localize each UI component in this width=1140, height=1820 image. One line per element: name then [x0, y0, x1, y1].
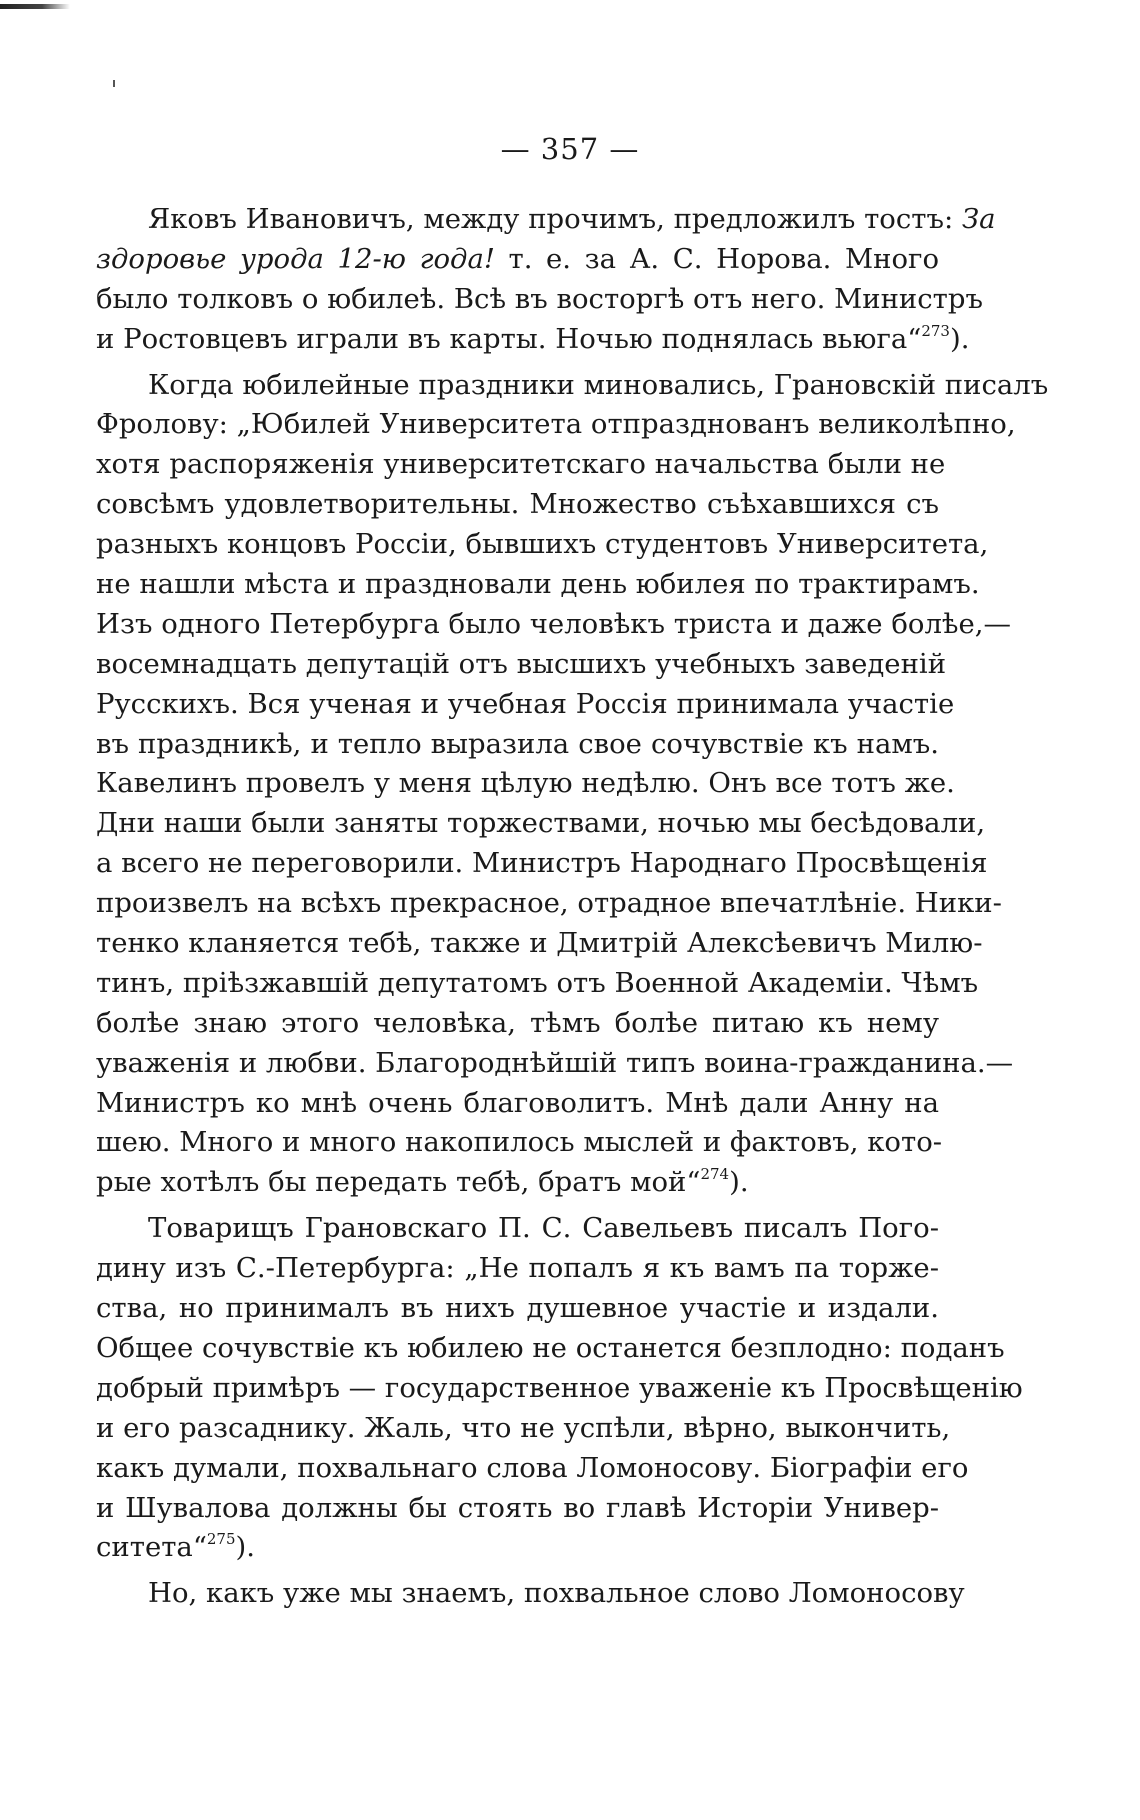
line-text: добрый примѣръ — государственное уваженіе къ Просвѣщенію	[96, 1371, 1023, 1404]
line-text: шею. Много и много накопилось мыслей и фактовъ, кото-	[96, 1126, 943, 1159]
text-line	[96, 366, 1049, 406]
line-text: Изъ одного Петербурга было человѣкъ триста и даже болѣе,—	[96, 607, 1012, 640]
line-text: Общее сочувствіе къ юбилею не останется безплодно: поданъ	[96, 1331, 1005, 1364]
line-text: не нашли мѣста и праздновали день юбилея по трактирамъ.	[96, 568, 980, 601]
line-text: тенко кланяется тебѣ, также и Дмитрій Алексѣевичъ Милю-	[96, 927, 983, 960]
text-line	[96, 1369, 1023, 1409]
italic-text: За	[961, 203, 996, 235]
text-line	[96, 1123, 943, 1163]
text-line	[96, 645, 947, 685]
line-text: а всего не переговорили. Министръ Народнаго Просвѣщенія	[96, 847, 988, 880]
text-line	[96, 964, 979, 1004]
footnote-ref: 275	[206, 1530, 236, 1549]
text-line	[96, 1449, 969, 1489]
line-text: Товарищъ Грановскаго П. С. Савельевъ писалъ Пого-	[148, 1212, 939, 1245]
text-line	[96, 1409, 951, 1449]
text-line	[96, 320, 970, 360]
line-tail: ).	[949, 322, 970, 355]
line-text: Министръ ко мнѣ очень благоволитъ. Мнѣ дали Анну на	[96, 1086, 939, 1119]
line-text: и Шувалова должны бы стоять во главѣ Исторіи Универ-	[96, 1491, 939, 1524]
line-text: разныхъ концовъ Россіи, бывшихъ студентовъ Университета,	[96, 528, 989, 561]
page-number: — 357 —	[500, 132, 640, 166]
text-line	[96, 1574, 965, 1614]
line-text: дину изъ С.-Петербурга: „Не попалъ я къ вамъ па торже-	[96, 1252, 939, 1285]
page-body-text	[96, 200, 1049, 1614]
footnote-ref: 273	[921, 321, 950, 340]
text-line	[96, 685, 955, 725]
footnote-ref: 274	[700, 1165, 730, 1184]
italic-text: здоровье урода 12-ю года!	[96, 242, 495, 275]
scan-speck	[113, 80, 115, 87]
line-text: и Ростовцевъ играли въ карты. Ночью поднялась вьюга“	[96, 322, 922, 355]
line-text: Кавелинъ провелъ у меня цѣлую недѣлю. Онъ все тотъ же.	[96, 767, 955, 800]
text-line	[96, 924, 983, 964]
text-line	[96, 1004, 939, 1044]
text-line	[96, 280, 983, 320]
line-text: Но, какъ уже мы знаемъ, похвальное слово Ломоносову	[148, 1577, 965, 1610]
text-line	[96, 1528, 939, 1568]
line-tail: ).	[729, 1166, 749, 1199]
line-text: болѣе знаю этого человѣка, тѣмъ болѣе питаю къ нему	[96, 1006, 939, 1039]
text-line	[96, 884, 1002, 924]
text-line	[96, 525, 989, 565]
line-text: и его разсаднику. Жаль, что не успѣли, вѣрно, выкончить,	[96, 1411, 951, 1444]
line-text: Дни наши были заняты торжествами, ночью мы бесѣдовали,	[96, 807, 986, 840]
line-text: Когда юбилейные праздники миновались, Грановскій писалъ	[148, 368, 1049, 401]
text-line	[96, 1289, 939, 1329]
line-text: Русскихъ. Вся ученая и учебная Россія принимала участіе	[96, 687, 955, 720]
text-line	[96, 844, 988, 884]
line-text: тинъ, пріѣзжавшій депутатомъ отъ Военной Академіи. Чѣмъ	[96, 966, 979, 999]
line-text: въ праздникѣ, и тепло выразила свое сочувствіе къ намъ.	[96, 727, 939, 760]
text-line	[96, 445, 946, 485]
text-line	[96, 1329, 1005, 1369]
text-line	[96, 1249, 939, 1289]
text-line	[96, 240, 939, 280]
text-line	[96, 1044, 1014, 1084]
line-text: Яковъ Ивановичъ, между прочимъ, предложилъ тостъ:	[148, 203, 962, 235]
text-line	[96, 405, 1016, 445]
text-line	[96, 764, 955, 804]
line-text: произвелъ на всѣхъ прекрасное, отрадное впечатлѣніе. Ники-	[96, 887, 1002, 920]
line-text: т. е. за А. С. Норова. Много	[494, 242, 939, 275]
line-text: хотя распоряженія университетскаго начальства были не	[96, 448, 946, 481]
text-line	[96, 1209, 939, 1249]
line-text: рые хотѣлъ бы передать тебѣ, братъ мой“	[96, 1166, 701, 1199]
line-text: Фролову: „Юбилей Университета отпразднованъ великолѣпно,	[96, 408, 1016, 441]
text-line	[96, 565, 980, 605]
text-line	[96, 200, 996, 240]
text-line	[96, 804, 986, 844]
line-text: было толковъ о юбилеѣ. Всѣ въ восторгѣ отъ него. Министръ	[96, 282, 983, 315]
line-text: совсѣмъ удовлетворительны. Множество съѣхавшихся съ	[96, 488, 939, 521]
line-text: ства, но принималъ въ нихъ душевное участіе и издали.	[96, 1292, 939, 1325]
line-text: ситета“	[96, 1531, 207, 1564]
line-text: восемнадцать депутацій отъ высшихъ учебныхъ заведеній	[96, 647, 947, 680]
line-tail: ).	[235, 1531, 256, 1564]
text-line	[96, 605, 1012, 645]
line-text: какъ думали, похвальнаго слова Ломоносову. Біографіи его	[96, 1451, 969, 1484]
text-line	[96, 1489, 939, 1529]
text-line	[96, 1163, 939, 1203]
text-line	[96, 485, 939, 525]
scan-edge-mark	[0, 4, 70, 9]
text-line	[96, 725, 939, 765]
text-line	[96, 1084, 939, 1124]
line-text: уваженія и любви. Благороднѣйшій типъ воина-гражданина.—	[96, 1046, 1014, 1079]
